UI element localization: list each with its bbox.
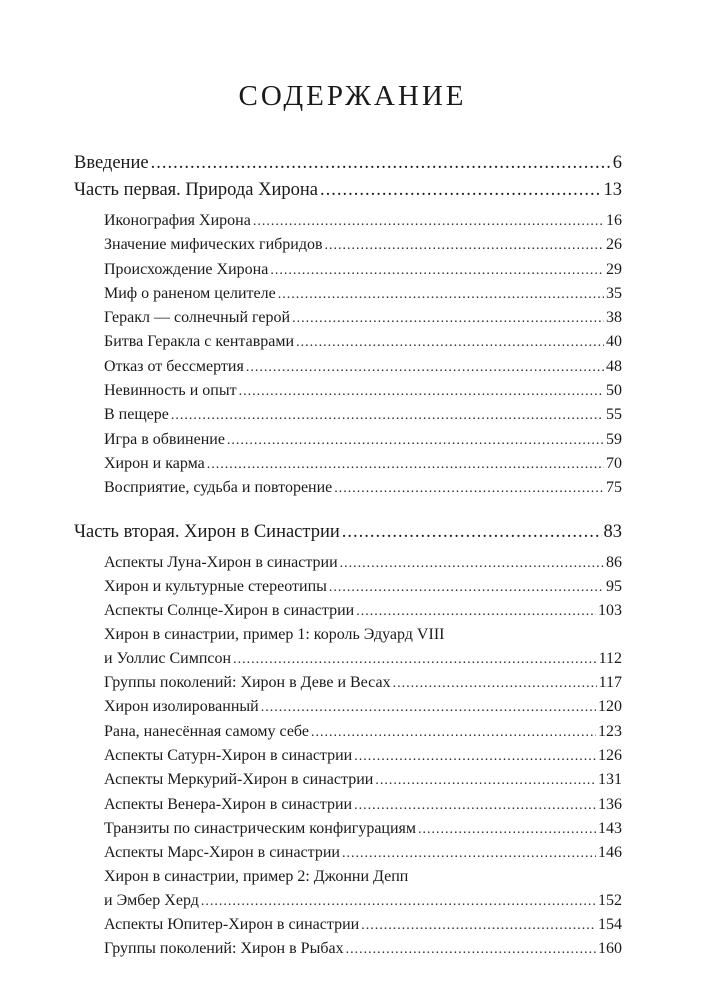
toc-entry-line1: Хирон в синастрии, пример 1: король Эдуард VIII: [104, 626, 445, 644]
toc-part-page: 83: [603, 521, 622, 542]
toc-entry-label: Хирон изолированный: [104, 698, 259, 716]
toc-entry: [74, 379, 622, 403]
dot-leader: [151, 150, 611, 177]
toc-entry-page: 120: [598, 698, 622, 716]
dot-leader: [253, 210, 604, 233]
toc-entry-label: Группы поколений: Хирон в Рыбах: [104, 940, 344, 958]
dot-leader: [342, 519, 602, 546]
toc-entry: [74, 233, 622, 257]
toc-part-label: Часть первая. Природа Хирона: [74, 180, 319, 200]
toc-entry-label: Аспекты Юпитер-Хирон в синастрии: [104, 916, 360, 934]
toc-entry-label: Хирон и культурные стереотипы: [104, 577, 327, 595]
toc-entry-page: 55: [606, 406, 622, 424]
toc-entry-page: 126: [598, 746, 622, 764]
toc-entry-label: Введение: [74, 153, 149, 173]
toc-entry-page: 26: [606, 236, 622, 254]
dot-leader: [361, 914, 596, 937]
dot-leader: [278, 283, 604, 306]
toc-entry-label: Происхождение Хирона: [104, 260, 269, 278]
toc-entry-page: 40: [606, 333, 622, 351]
toc-part-label: Часть вторая. Хирон в Синастрии: [74, 521, 340, 542]
dot-leader: [296, 331, 604, 354]
toc-entry-page: 86: [606, 553, 622, 571]
toc-entry: [74, 428, 622, 452]
dot-leader: [325, 234, 604, 257]
toc-entry-label: Группы поколений: Хирон в Деве и Весах: [104, 674, 391, 692]
toc-entry: [74, 306, 622, 330]
dot-leader: [354, 745, 596, 768]
toc-entry-page: 59: [606, 430, 622, 448]
toc-entry-label: Транзиты по синастрическим конфигурациям: [104, 819, 417, 837]
dot-leader: [375, 769, 596, 792]
toc-entry-page: 112: [598, 649, 622, 667]
toc-entry-label: и Эмбер Херд: [104, 891, 199, 909]
dot-leader: [334, 477, 604, 500]
toc-entry-page: 160: [598, 940, 622, 958]
toc-entry-page: 146: [598, 844, 622, 862]
toc-entry-page: 103: [598, 602, 622, 620]
toc-entry: [74, 817, 622, 841]
toc-entry-label: Аспекты Солнце-Хирон в синастрии: [104, 602, 355, 620]
toc-entry: [74, 793, 622, 817]
toc-entry: [74, 841, 622, 865]
dot-leader: [329, 576, 604, 599]
spacer: [74, 501, 622, 519]
toc-entry: [74, 209, 622, 233]
toc-entry: [74, 889, 622, 913]
toc-entry-page: 131: [598, 771, 622, 789]
toc-entry-label: В пещере: [104, 406, 169, 424]
toc-entry: [74, 647, 622, 671]
dot-leader: [354, 794, 596, 817]
toc-entry-label: Иконография Хирона: [104, 212, 251, 229]
dot-leader: [261, 696, 596, 719]
dot-leader: [207, 453, 604, 476]
toc-entry: [74, 937, 622, 961]
toc-entry-label: Рана, нанесённая самому себе: [104, 722, 309, 740]
toc-entry-page: 70: [606, 454, 622, 472]
toc-entry-label: Хирон и карма: [104, 454, 205, 472]
toc-entry-page: 16: [606, 212, 622, 229]
toc-entry-intro: [74, 150, 622, 177]
toc-entry: [74, 599, 622, 623]
toc-entry-page: 35: [606, 284, 622, 302]
dot-leader: [227, 429, 604, 452]
toc-entry: [74, 452, 622, 476]
toc-entry-label: и Уоллис Симпсон: [104, 649, 232, 667]
dot-leader: [270, 259, 604, 282]
toc-entry: [74, 355, 622, 379]
toc-part-page: 13: [603, 180, 622, 200]
dot-leader: [201, 890, 596, 913]
table-of-contents: [74, 150, 622, 962]
toc-entry-page: 152: [598, 891, 622, 909]
dot-leader: [171, 404, 604, 427]
dot-leader: [239, 380, 604, 403]
toc-entry-page: 154: [598, 916, 622, 934]
dot-leader: [346, 938, 596, 961]
toc-entry-page: 123: [598, 722, 622, 740]
page-title: СОДЕРЖАНИЕ: [238, 80, 467, 112]
toc-entry-label: Аспекты Сатурн-Хирон в синастрии: [104, 746, 353, 764]
toc-entry: [74, 258, 622, 282]
toc-entry-label: Невинность и опыт: [104, 382, 237, 400]
toc-entry-line1: Хирон в синастрии, пример 2: Джонни Депп: [104, 868, 409, 886]
dot-leader: [418, 818, 596, 841]
toc-entry-label: Миф о раненом целителе: [104, 284, 276, 302]
toc-entry-label: Геракл — солнечный герой: [104, 309, 291, 327]
toc-entry-page: 95: [606, 577, 622, 595]
toc-entry: [74, 744, 622, 768]
toc-entry-label: Отказ от бессмертия: [104, 357, 244, 375]
toc-entry-page: 29: [606, 260, 622, 278]
toc-entry-label: Значение мифических гибридов: [104, 236, 323, 254]
toc-entry-label: Аспекты Марс-Хирон в синастрии: [104, 844, 340, 862]
toc-entry-label: Аспекты Меркурий-Хирон в синастрии: [104, 771, 374, 789]
dot-leader: [292, 307, 604, 330]
toc-entry-page: 117: [598, 674, 622, 692]
toc-entry: [74, 403, 622, 427]
toc-entry-label: Игра в обвинение: [104, 430, 225, 448]
dot-leader: [320, 177, 601, 204]
toc-entry: [74, 575, 622, 599]
toc-entry-label: Битва Геракла с кентаврами: [104, 333, 295, 351]
toc-entry: [74, 720, 622, 744]
dot-leader: [356, 600, 596, 623]
toc-entry-label: Аспекты Луна-Хирон в синастрии: [104, 553, 338, 571]
dot-leader: [340, 552, 604, 575]
toc-entry: [74, 695, 622, 719]
dot-leader: [233, 648, 597, 671]
toc-entry-page: 136: [598, 795, 622, 813]
dot-leader: [246, 356, 604, 379]
toc-entry: [74, 551, 622, 575]
toc-entry-page: 75: [606, 479, 622, 497]
toc-entry: [74, 768, 622, 792]
dot-leader: [342, 842, 596, 865]
toc-entry: [74, 913, 622, 937]
toc-entry-label: Аспекты Венера-Хирон в синастрии: [104, 795, 353, 813]
toc-entry-label: Восприятие, судьба и повторение: [104, 479, 333, 497]
toc-entry-page: 143: [598, 819, 622, 837]
toc-part-1: [74, 177, 622, 204]
toc-entry-page: 38: [606, 309, 622, 327]
toc-entry: [74, 330, 622, 354]
toc-entry: [74, 671, 622, 695]
toc-entry: [74, 476, 622, 500]
dot-leader: [311, 721, 596, 744]
toc-entry-page: 6: [612, 153, 622, 173]
toc-part-2: [74, 519, 622, 546]
toc-entry-page: 50: [606, 382, 622, 400]
toc-entry: [74, 282, 622, 306]
dot-leader: [393, 672, 597, 695]
toc-entry-page: 48: [606, 357, 622, 375]
